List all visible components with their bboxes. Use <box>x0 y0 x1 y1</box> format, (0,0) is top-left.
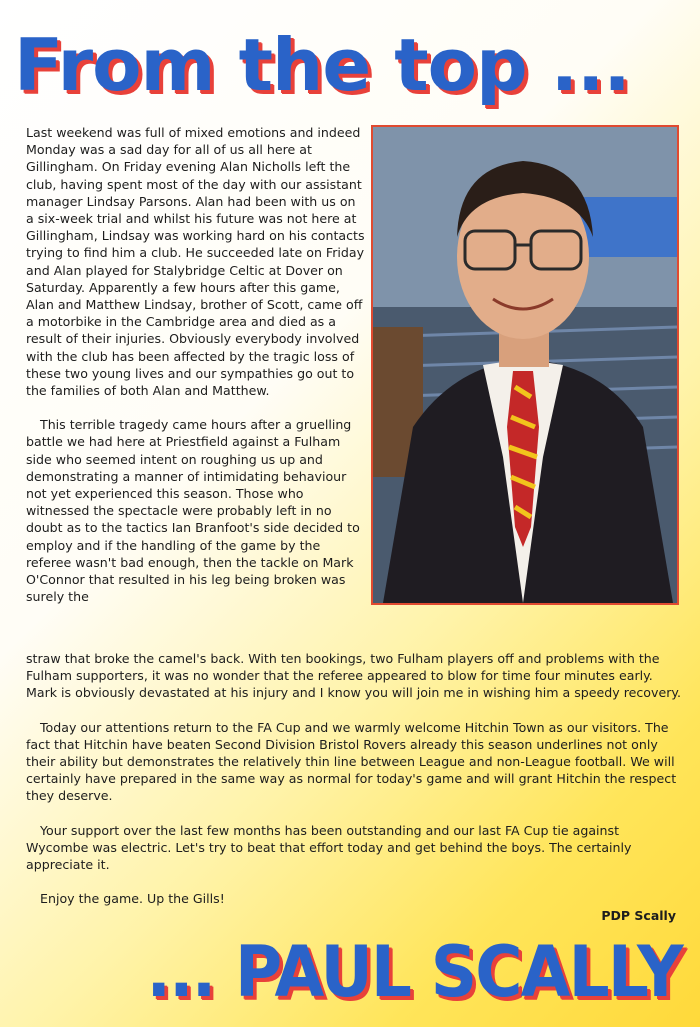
article-continued <box>26 650 682 924</box>
paragraph: Your support over the last few months has been outstanding and our last FA Cup tie against Wycombe was electric. Let's try to beat that effort today and get behind the boys. The certainly appreciate it. <box>26 822 632 873</box>
signature: PDP Scally <box>601 908 676 923</box>
article-column <box>26 124 366 605</box>
paragraph: This terrible tragedy came hours after a gruelling battle we had here at Priestfield against a Fulham side who seemed intent on roughing us up and demonstrating a manner of intimidating behaviour not yet experienced this season. Those who witnessed the spectacle were probably left in no doubt as to the tactics Ian Branfoot's side decided to employ and if the handling of the game by the referee wasn't bad enough, then the tackle on Mark O'Connor that resulted in his leg being broken was surely the <box>26 417 360 605</box>
paragraph: straw that broke the camel's back. With ten bookings, two Fulham players off and problems with the Fulham supporters, it was no wonder that the referee appeared to blow for time four minutes early. Mark is obviously devastated at his injury and I know you will join me in wishing him a speedy recovery. <box>26 651 682 701</box>
author-title: ... PAUL SCALLY <box>146 931 682 1013</box>
portrait-illustration <box>373 127 677 603</box>
paragraph: Today our attentions return to the FA Cup and we warmly welcome Hitchin Town as our visitors. The fact that Hitchin have beaten Second Division Bristol Rovers already this season underlines not only their ability but demonstrates the relatively thin line between League and non-League football. We will certainly have prepared in the same way as normal for today's game and will grant Hitchin the respect they deserve. <box>26 719 677 804</box>
paragraph: Enjoy the game. Up the Gills! <box>40 891 225 907</box>
paragraph: Last weekend was full of mixed emotions and indeed Monday was a sad day for all of us all here at Gillingham. On Friday evening Alan Nicholls left the club, having spent most of the day with our assistant manager Lindsay Parsons. Alan had been with us on a six-week trial and whilst his future was not here at Gillingham, Lindsay was working hard on his contacts trying to find him a club. He succeeded late on Friday and Alan played for Stalybridge Celtic at Dover on Saturday. Apparently a few hours after this game, Alan and Matthew Lindsay, brother of Scott, came off a motorbike in the Cambridge area and died as a result of their injuries. Obviously everybody involved with the club has been affected by the tragic loss of these two young lives and our sympathies go out to the families of both Alan and Matthew. <box>26 125 365 399</box>
page-title: From the top ... <box>14 23 630 107</box>
portrait-photo <box>371 125 679 605</box>
